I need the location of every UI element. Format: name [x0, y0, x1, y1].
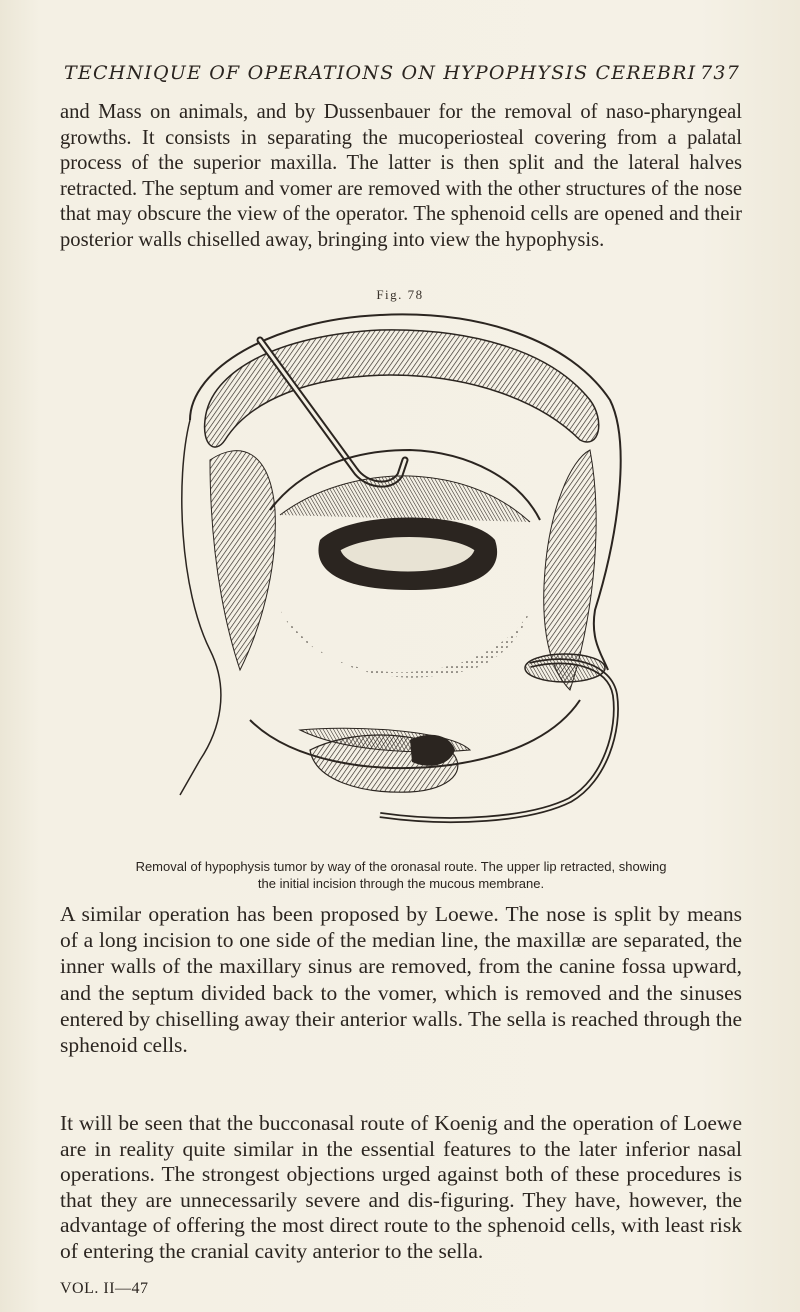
figure-caption [60, 858, 742, 892]
paragraph-3: It will be seen that the bucconasal route of Koenig and the operation of Loewe are in reality quite similar in the essential features to the later inferior nasal operations. The strongest objections urged against both of these procedures is that they are unnecessarily severe and dis-figuring. They have, however, the advantage of offering the most direct route to the sphenoid cells, with least risk of entering the cranial cavity anterior to the sella. [60, 1111, 742, 1263]
volume-footer: VOL. II—47 [60, 1280, 149, 1297]
figure-label: Fig. 78 [376, 287, 424, 302]
page-number: 737 [700, 62, 740, 84]
paragraph-1: and Mass on animals, and by Dussenbauer for the removal of naso-pharyngeal growths. It consists in separating the mucoperiosteal covering from a palatal process of the superior maxilla. The latter is then split and the lateral halves retracted. The septum and vomer are removed with the other structures of the nose that may obscure the view of the operator. The sphenoid cells are opened and their posterior walls chiselled away, bringing into view the hypophysis. [60, 101, 742, 251]
running-head-title: TECHNIQUE OF OPERATIONS ON HYPOPHYSIS CEREBRI [64, 62, 697, 84]
caption-line-2: the initial incision through the mucous membrane. [257, 876, 545, 891]
surgical-illustration [150, 310, 650, 850]
caption-line-1: Removal of hypophysis tumor by way of the oronasal route. The upper lip retracted, showing [135, 859, 667, 874]
paragraph-2: A similar operation has been proposed by Loewe. The nose is split by means of a long incision to one side of the median line, the maxillæ are separated, the inner walls of the maxillary sinus are removed, from the canine fossa upward, and the septum divided back to the vomer, which is removed and the sinuses entered by chiselling away their anterior walls. The sella is reached through the sphenoid cells. [60, 902, 742, 1058]
